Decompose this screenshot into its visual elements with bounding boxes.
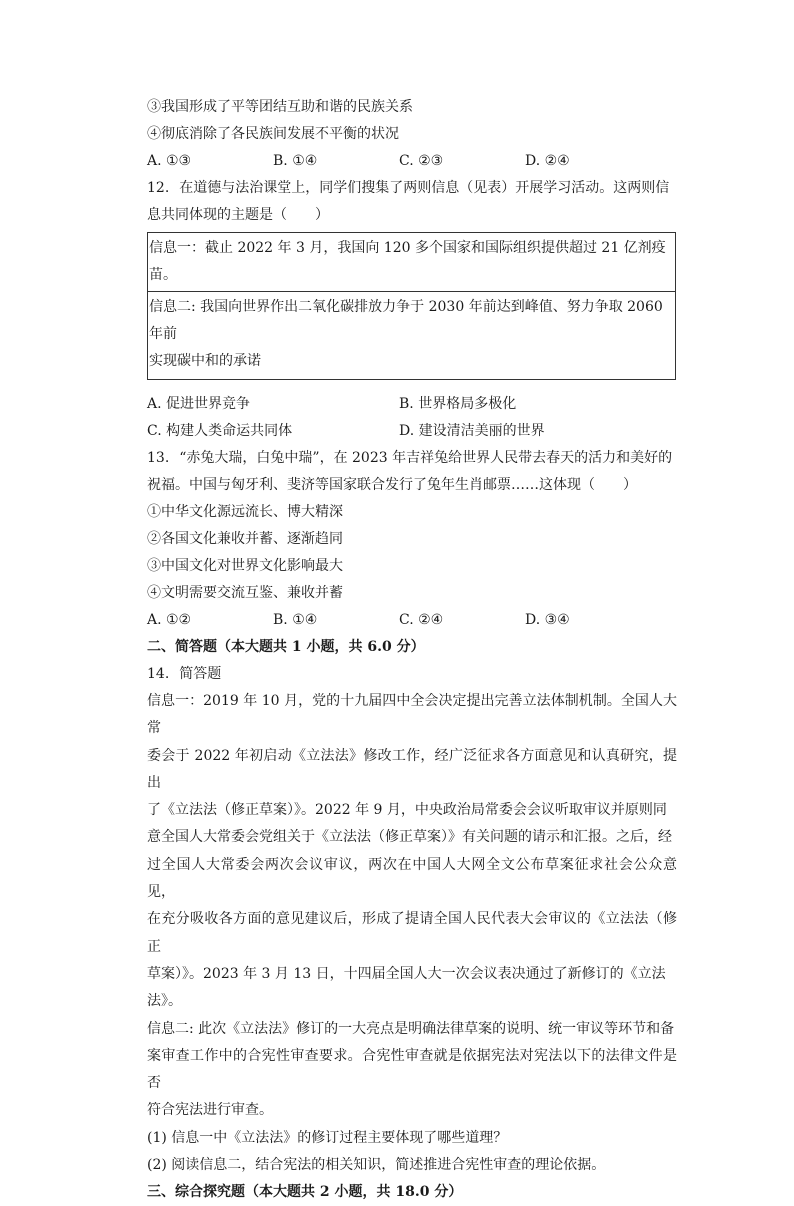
q14-info1: [147, 688, 677, 1016]
q13-number: 13.: [147, 450, 170, 466]
q14-info2: [147, 1016, 677, 1125]
q13-options: [147, 607, 677, 634]
q13-stem-line2: 祝福。中国与匈牙利、斐济等国家联合发行了兔年生肖邮票……这体现（ ）: [147, 477, 637, 493]
q14-title: 简答题: [179, 666, 222, 682]
q12-option-c[interactable]: C. 构建人类命运共同体: [147, 423, 293, 439]
q11-options: [147, 148, 677, 175]
q12-number: 12.: [147, 180, 170, 196]
q14-info1-line: 委会于 2022 年初启动《立法法》修改工作，经广泛征求各方面意见和认真研究，提出: [147, 747, 677, 791]
q14-info1-line: 了《立法法（修正草案）》。2022 年 9 月，中央政治局常委会会议听取审议并原则同: [147, 802, 667, 819]
q14-info1-line: 在充分吸收各方面的意见建议后，形成了提请全国人民代表大会审议的《立法法（修正: [147, 911, 677, 955]
q14-subquestion-2: (2) 阅读信息二，结合宪法的相关知识，简述推进合宪性审查的理论依据。: [147, 1156, 606, 1173]
q12-stem-line1: 在道德与法治课堂上，同学们搜集了两则信息（见表）开展学习活动。这两则信: [179, 180, 670, 196]
q12-info-table: [147, 232, 676, 380]
q12-info2-line1: 信息二: 我国向世界作出二氧化碳排放力争于 2030 年前达到峰值、努力争取 2060 年前: [149, 299, 663, 342]
q14-info1-line: 信息一：2019 年 10 月，党的十九届四中全会决定提出完善立法体制机制。全国人大常: [147, 693, 677, 737]
q11-statement-3: ③我国形成了平等团结互助和谐的民族关系: [147, 99, 413, 115]
q13-option-c[interactable]: C. ②④: [399, 612, 444, 628]
q13-option-b[interactable]: B. ①④: [273, 612, 318, 628]
q12-info1-text: 信息一：截止 2022 年 3 月，我国向 120 多个国家和国际组织提供超过 21 亿剂疫苗。: [149, 240, 666, 283]
q14-number: 14.: [147, 666, 170, 682]
q14-title-line: [147, 661, 677, 688]
q14-info1-line: 意全国人大常委会党组关于《立法法（修正草案）》有关问题的请示和汇报。之后，经: [147, 829, 672, 846]
q13-stem-line1: “赤兔大瑞，白兔中瑞”，在 2023 年吉祥兔给世界人民带去春天的活力和美好的: [179, 450, 673, 466]
q13-statement-3: ③中国文化对世界文化影响最大: [147, 558, 343, 574]
q14-info1-line: 过全国人大常委会两次会议审议，两次在中国人大网全文公布草案征求社会公众意见，: [147, 856, 677, 901]
q12-option-d[interactable]: D. 建设清洁美丽的世界: [399, 423, 545, 439]
q12-stem-line2: 息共同体现的主题是（ ）: [147, 207, 329, 223]
q12-option-a[interactable]: A. 促进世界竞争: [147, 396, 251, 412]
q13-statement-1: ①中华文化源远流长、博大精深: [147, 504, 343, 520]
q12-info-row-2: [148, 291, 675, 379]
q14-info2-line: 信息二: 此次《立法法》修订的一大亮点是明确法律草案的说明、统一审议等环节和备: [147, 1020, 675, 1037]
q13-statement-2: ②各国文化兼收并蓄、逐渐趋同: [147, 531, 343, 547]
q14-info1-line: 草案）》。2023 年 3 月 13 日，十四届全国人大一次会议表决通过了新修订的《立法: [147, 965, 666, 982]
q11-statement-4: ④彻底消除了各民族间发展不平衡的状况: [147, 126, 399, 142]
q14-info2-line: 符合宪法进行审查。: [147, 1102, 273, 1119]
q11-option-a[interactable]: A. ①③: [147, 153, 192, 169]
q12-options-row2: [147, 418, 677, 445]
q13-option-d[interactable]: D. ③④: [525, 612, 570, 628]
q12-options-row1: [147, 391, 677, 418]
exam-page-content: [147, 94, 677, 1206]
q13-statement-4: ④文明需要交流互鉴、兼收并蓄: [147, 585, 343, 601]
q11-option-d[interactable]: D. ②④: [525, 153, 570, 169]
q14-subquestion-1: (1) 信息一中《立法法》的修订过程主要体现了哪些道理？: [147, 1129, 508, 1146]
section-heading-short-answer: 二、简答题（本大题共 1 小题，共 6.0 分）: [147, 639, 425, 655]
q14-info1-line: 法》。: [147, 993, 182, 1010]
q12-info-row-1: [148, 233, 675, 291]
q12-info2-line2: 实现碳中和的承诺: [149, 353, 261, 369]
q12-stem: [147, 175, 677, 202]
q11-option-b[interactable]: B. ①④: [273, 153, 318, 169]
q12-option-b[interactable]: B. 世界格局多极化: [399, 396, 517, 412]
q13-stem: [147, 445, 677, 472]
q11-option-c[interactable]: C. ②③: [399, 153, 444, 169]
q13-option-a[interactable]: A. ①②: [147, 612, 192, 628]
q14-info2-line: 案审查工作中的合宪性审查要求。合宪性审查就是依据宪法对宪法以下的法律文件是否: [147, 1047, 677, 1092]
section-heading-comprehensive: 三、综合探究题（本大题共 2 小题，共 18.0 分）: [147, 1183, 463, 1200]
